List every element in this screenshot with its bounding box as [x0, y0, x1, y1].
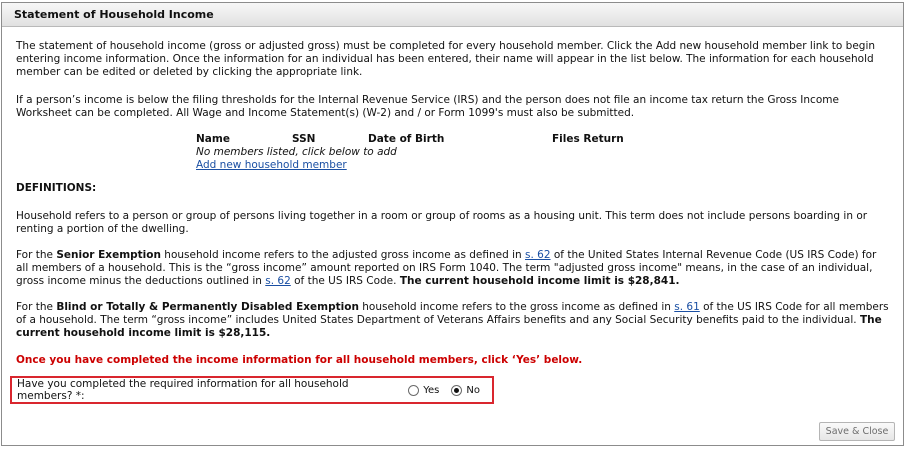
text-span: of the United States Internal Revenue Code (US IRS Code) for all members of a household. This is the “gross income” amount reported on IRS Form 1040. The term "adjusted gross income" means, in the case of an individual, gross income minus the deductions outlined in	[16, 249, 877, 287]
text-span: household income refers to the gross income as defined in	[358, 301, 675, 313]
term-disabled-exemption: Blind or Totally & Permanently Disabled Exemption	[56, 301, 359, 313]
definition-senior-exemption	[16, 249, 889, 288]
column-header-date-of-birth: Date of Birth	[368, 133, 445, 145]
panel-content	[2, 27, 903, 404]
radio-yes[interactable]	[408, 385, 419, 396]
option-yes[interactable]	[408, 385, 439, 396]
panel-title: Statement of Household Income	[14, 8, 214, 21]
radio-no[interactable]	[451, 385, 462, 396]
text-span: For the	[16, 301, 57, 313]
definitions-title: DEFINITIONS:	[16, 182, 97, 194]
senior-income-limit: The current household income limit is $28,841.	[399, 275, 680, 287]
term-senior-exemption: Senior Exemption	[56, 249, 161, 261]
completion-question-box	[10, 376, 494, 404]
text-span: For the	[16, 249, 57, 261]
column-header-ssn: SSN	[292, 133, 316, 145]
household-income-panel	[1, 2, 904, 446]
panel-header	[2, 3, 903, 27]
intro-paragraph-2: If a person’s income is below the filing thresholds for the Internal Revenue Service (IRS) and the person does not file an income tax return the Gross Income Worksheet can be completed. All Wage and Income Statement(s) (W-2) and / or Form 1099's must also be submitted.	[16, 94, 839, 119]
definition-disabled-exemption	[16, 301, 889, 340]
irs-code-s62-link[interactable]: s. 62	[525, 249, 551, 261]
text-span: household income refers to the adjusted gross income as defined in	[160, 249, 526, 261]
members-empty-message: No members listed, click below to add	[196, 146, 397, 158]
completion-warning: Once you have completed the income information for all household members, click ‘Yes’ below.	[16, 354, 583, 366]
text-span: of the US IRS Code for all members of a household. The term “gross income” includes United States Department of Veterans Affairs benefits and any Social Security benefits paid to the individual.	[16, 301, 889, 326]
intro-paragraph-1: The statement of household income (gross or adjusted gross) must be completed for every household member. Click the Add new household member link to begin entering income information. Once the information for an individual has been entered, their name will appear in the list below. The information for each household member can be edited or deleted by clicking the appropriate link.	[16, 40, 876, 78]
option-no[interactable]	[451, 385, 480, 396]
disabled-income-limit: The current household income limit is $28,115.	[16, 314, 882, 339]
irs-code-s62-link-2[interactable]: s. 62	[265, 275, 291, 287]
members-table-header	[196, 133, 889, 146]
add-household-member-link[interactable]: Add new household member	[196, 159, 347, 171]
column-header-name: Name	[196, 133, 230, 145]
option-no-label: No	[466, 384, 480, 396]
completion-question-label: Have you completed the required information for all household members? *:	[17, 378, 349, 402]
save-and-close-button[interactable]: Save & Close	[819, 422, 895, 441]
option-yes-label: Yes	[423, 384, 440, 396]
household-members-list	[196, 133, 889, 172]
text-span: of the US IRS Code.	[290, 275, 400, 287]
irs-code-s61-link[interactable]: s. 61	[674, 301, 700, 313]
column-header-files-return: Files Return	[552, 133, 624, 145]
definition-household: Household refers to a person or group of persons living together in a room or group of rooms as a housing unit. This term does not include persons boarding in or renting a portion of the dwelling.	[16, 210, 868, 235]
